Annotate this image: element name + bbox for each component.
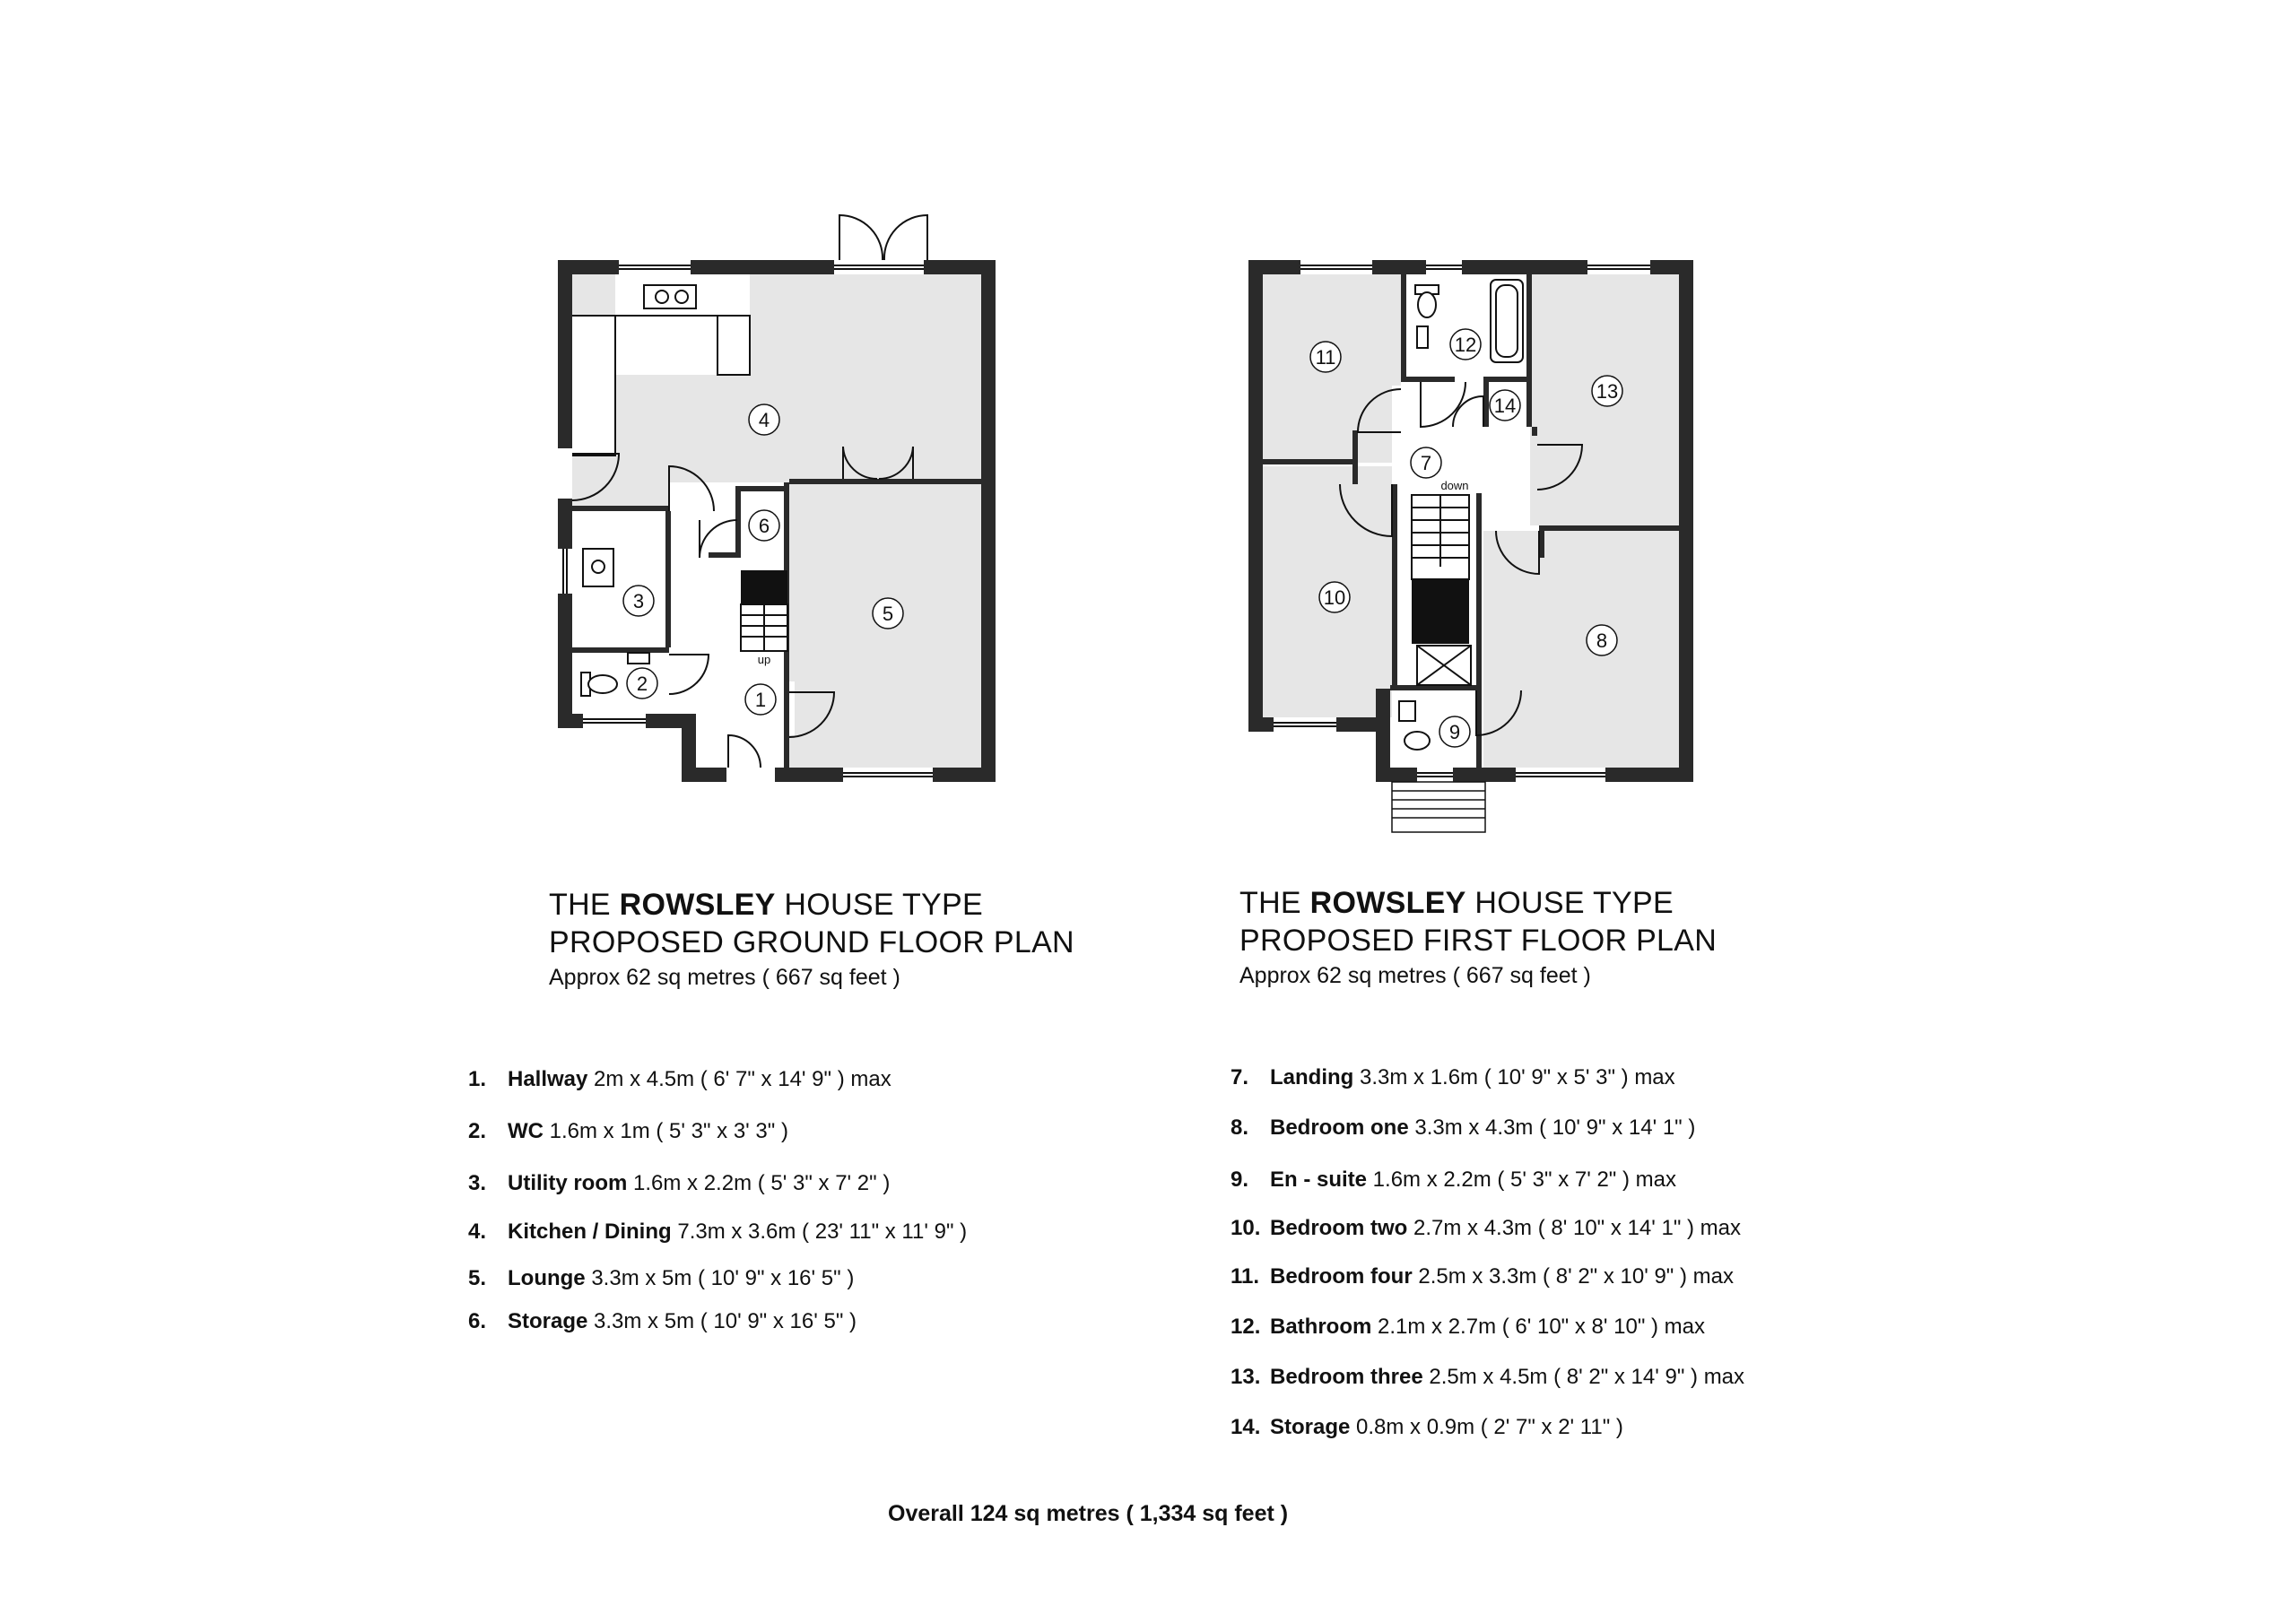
first-floor-area: Approx 62 sq metres ( 667 sq feet ) — [1239, 963, 1591, 988]
legend-row: 9. En - suite 1.6m x 2.2m ( 5' 3" x 7' 2" ) max — [1231, 1167, 1676, 1192]
first-floor-plan — [1248, 260, 1693, 832]
legend-row: 10. Bedroom two 2.7m x 4.3m ( 8' 10" x 14' 1" ) max — [1231, 1216, 1741, 1240]
legend-row: 8. Bedroom one 3.3m x 4.3m ( 10' 9" x 14' 1" ) — [1231, 1115, 1696, 1140]
legend-row: 11. Bedroom four 2.5m x 3.3m ( 8' 2" x 10' 9" ) max — [1231, 1264, 1734, 1289]
room-marker-14: 14 — [1493, 395, 1517, 417]
stair-label-down: down — [1440, 479, 1469, 492]
legend-row: 4. Kitchen / Dining 7.3m x 3.6m ( 23' 11" x 11' 9" ) — [468, 1219, 968, 1244]
legend-row: 6. Storage 3.3m x 5m ( 10' 9" x 16' 5" ) — [468, 1309, 857, 1333]
legend-row: 3. Utility room 1.6m x 2.2m ( 5' 3" x 7' 2" ) — [468, 1171, 891, 1195]
ground-floor-title: THE ROWSLEY HOUSE TYPE PROPOSED GROUND FLOOR PLAN — [549, 888, 1074, 959]
first-floor-subtitle: PROPOSED FIRST FLOOR PLAN — [1239, 924, 1718, 958]
room-marker-3: 3 — [632, 590, 645, 612]
room-marker-6: 6 — [758, 515, 770, 537]
room-marker-7: 7 — [1420, 452, 1432, 474]
ground-floor-plan — [558, 215, 996, 782]
house-type-name: ROWSLEY — [619, 888, 776, 922]
legend-row: 12. Bathroom 2.1m x 2.7m ( 6' 10" x 8' 10" ) max — [1231, 1315, 1706, 1339]
room-marker-12: 12 — [1454, 334, 1477, 356]
legend-row: 5. Lounge 3.3m x 5m ( 10' 9" x 16' 5" ) — [468, 1266, 855, 1290]
stair-label-up: up — [757, 653, 771, 666]
legend-row: 13. Bedroom three 2.5m x 4.5m ( 8' 2" x 14' 9" ) max — [1231, 1365, 1745, 1389]
house-type-name: ROWSLEY — [1309, 886, 1466, 920]
ground-floor-subtitle: PROPOSED GROUND FLOOR PLAN — [549, 925, 1074, 959]
room-marker-1: 1 — [754, 689, 767, 711]
room-marker-11: 11 — [1315, 346, 1336, 369]
room-marker-5: 5 — [882, 603, 894, 625]
room-marker-13: 13 — [1596, 380, 1619, 403]
room-marker-4: 4 — [758, 409, 770, 431]
legend-row: 7. Landing 3.3m x 1.6m ( 10' 9" x 5' 3" ) max — [1231, 1065, 1675, 1089]
room-marker-8: 8 — [1596, 629, 1608, 652]
room-marker-2: 2 — [636, 673, 648, 695]
ground-floor-area: Approx 62 sq metres ( 667 sq feet ) — [549, 965, 900, 990]
overall-area: Overall 124 sq metres ( 1,334 sq feet ) — [888, 1501, 1289, 1526]
room-marker-9: 9 — [1448, 721, 1461, 743]
legend-row: 1. Hallway 2m x 4.5m ( 6' 7" x 14' 9" ) max — [468, 1067, 891, 1091]
first-floor-title: THE ROWSLEY HOUSE TYPE PROPOSED FIRST FLOOR PLAN — [1239, 886, 1718, 958]
room-marker-10: 10 — [1323, 586, 1346, 609]
legend-row: 2. WC 1.6m x 1m ( 5' 3" x 3' 3" ) — [468, 1119, 788, 1143]
legend-row: 14. Storage 0.8m x 0.9m ( 2' 7" x 2' 11" ) — [1231, 1415, 1623, 1439]
